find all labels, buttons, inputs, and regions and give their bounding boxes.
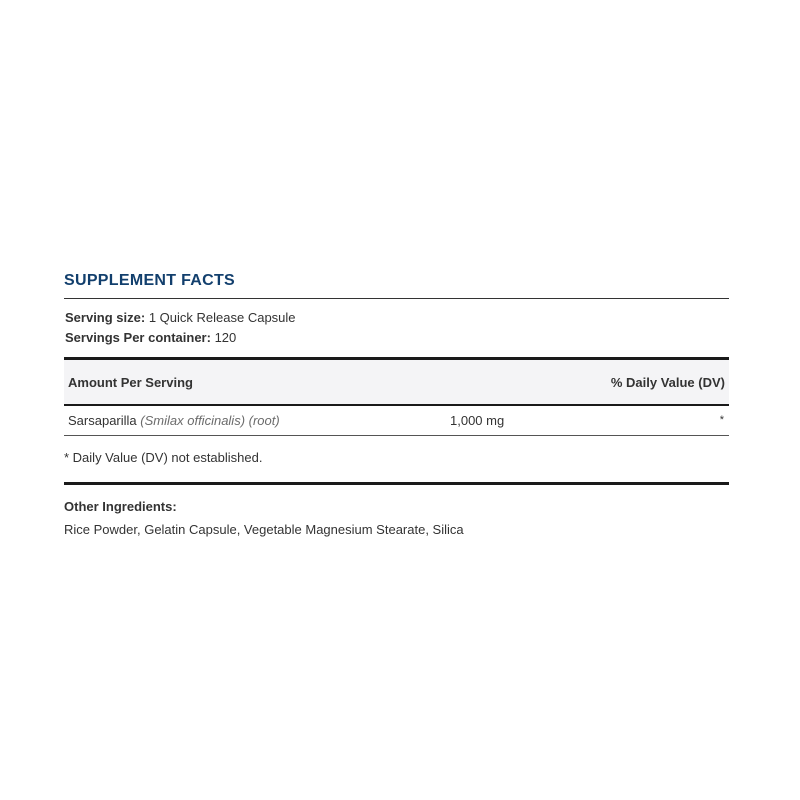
serving-size-value: 1 Quick Release Capsule [148, 310, 296, 325]
servings-per-container-value: 120 [214, 330, 237, 345]
serving-info [64, 299, 729, 357]
serving-size-line [65, 308, 729, 328]
panel-title: SUPPLEMENT FACTS [64, 272, 236, 289]
table-row [64, 406, 729, 436]
servings-per-container-line [65, 328, 729, 348]
table-header [64, 360, 729, 404]
footnote: * Daily Value (DV) not established. [64, 450, 263, 465]
other-ingredients-text: Rice Powder, Gelatin Capsule, Vegetable Magnesium Stearate, Silica [64, 522, 464, 537]
servings-per-container-label: Servings Per container: [65, 330, 211, 345]
bottom-divider [64, 482, 729, 485]
supplement-facts-panel [64, 270, 729, 538]
ingredient-latin-name: (Smilax officinalis) (root) [140, 413, 280, 428]
ingredient-name-cell [68, 406, 280, 435]
ingredient-amount: 1,000 mg [450, 413, 505, 428]
ingredient-daily-value: * [719, 414, 724, 426]
header-daily-value: % Daily Value (DV) [610, 374, 725, 390]
serving-size-label: Serving size: [65, 310, 146, 325]
other-ingredients-label: Other Ingredients: [64, 499, 177, 514]
ingredient-name: Sarsaparilla [68, 413, 137, 428]
header-amount-per-serving: Amount Per Serving [68, 374, 193, 390]
